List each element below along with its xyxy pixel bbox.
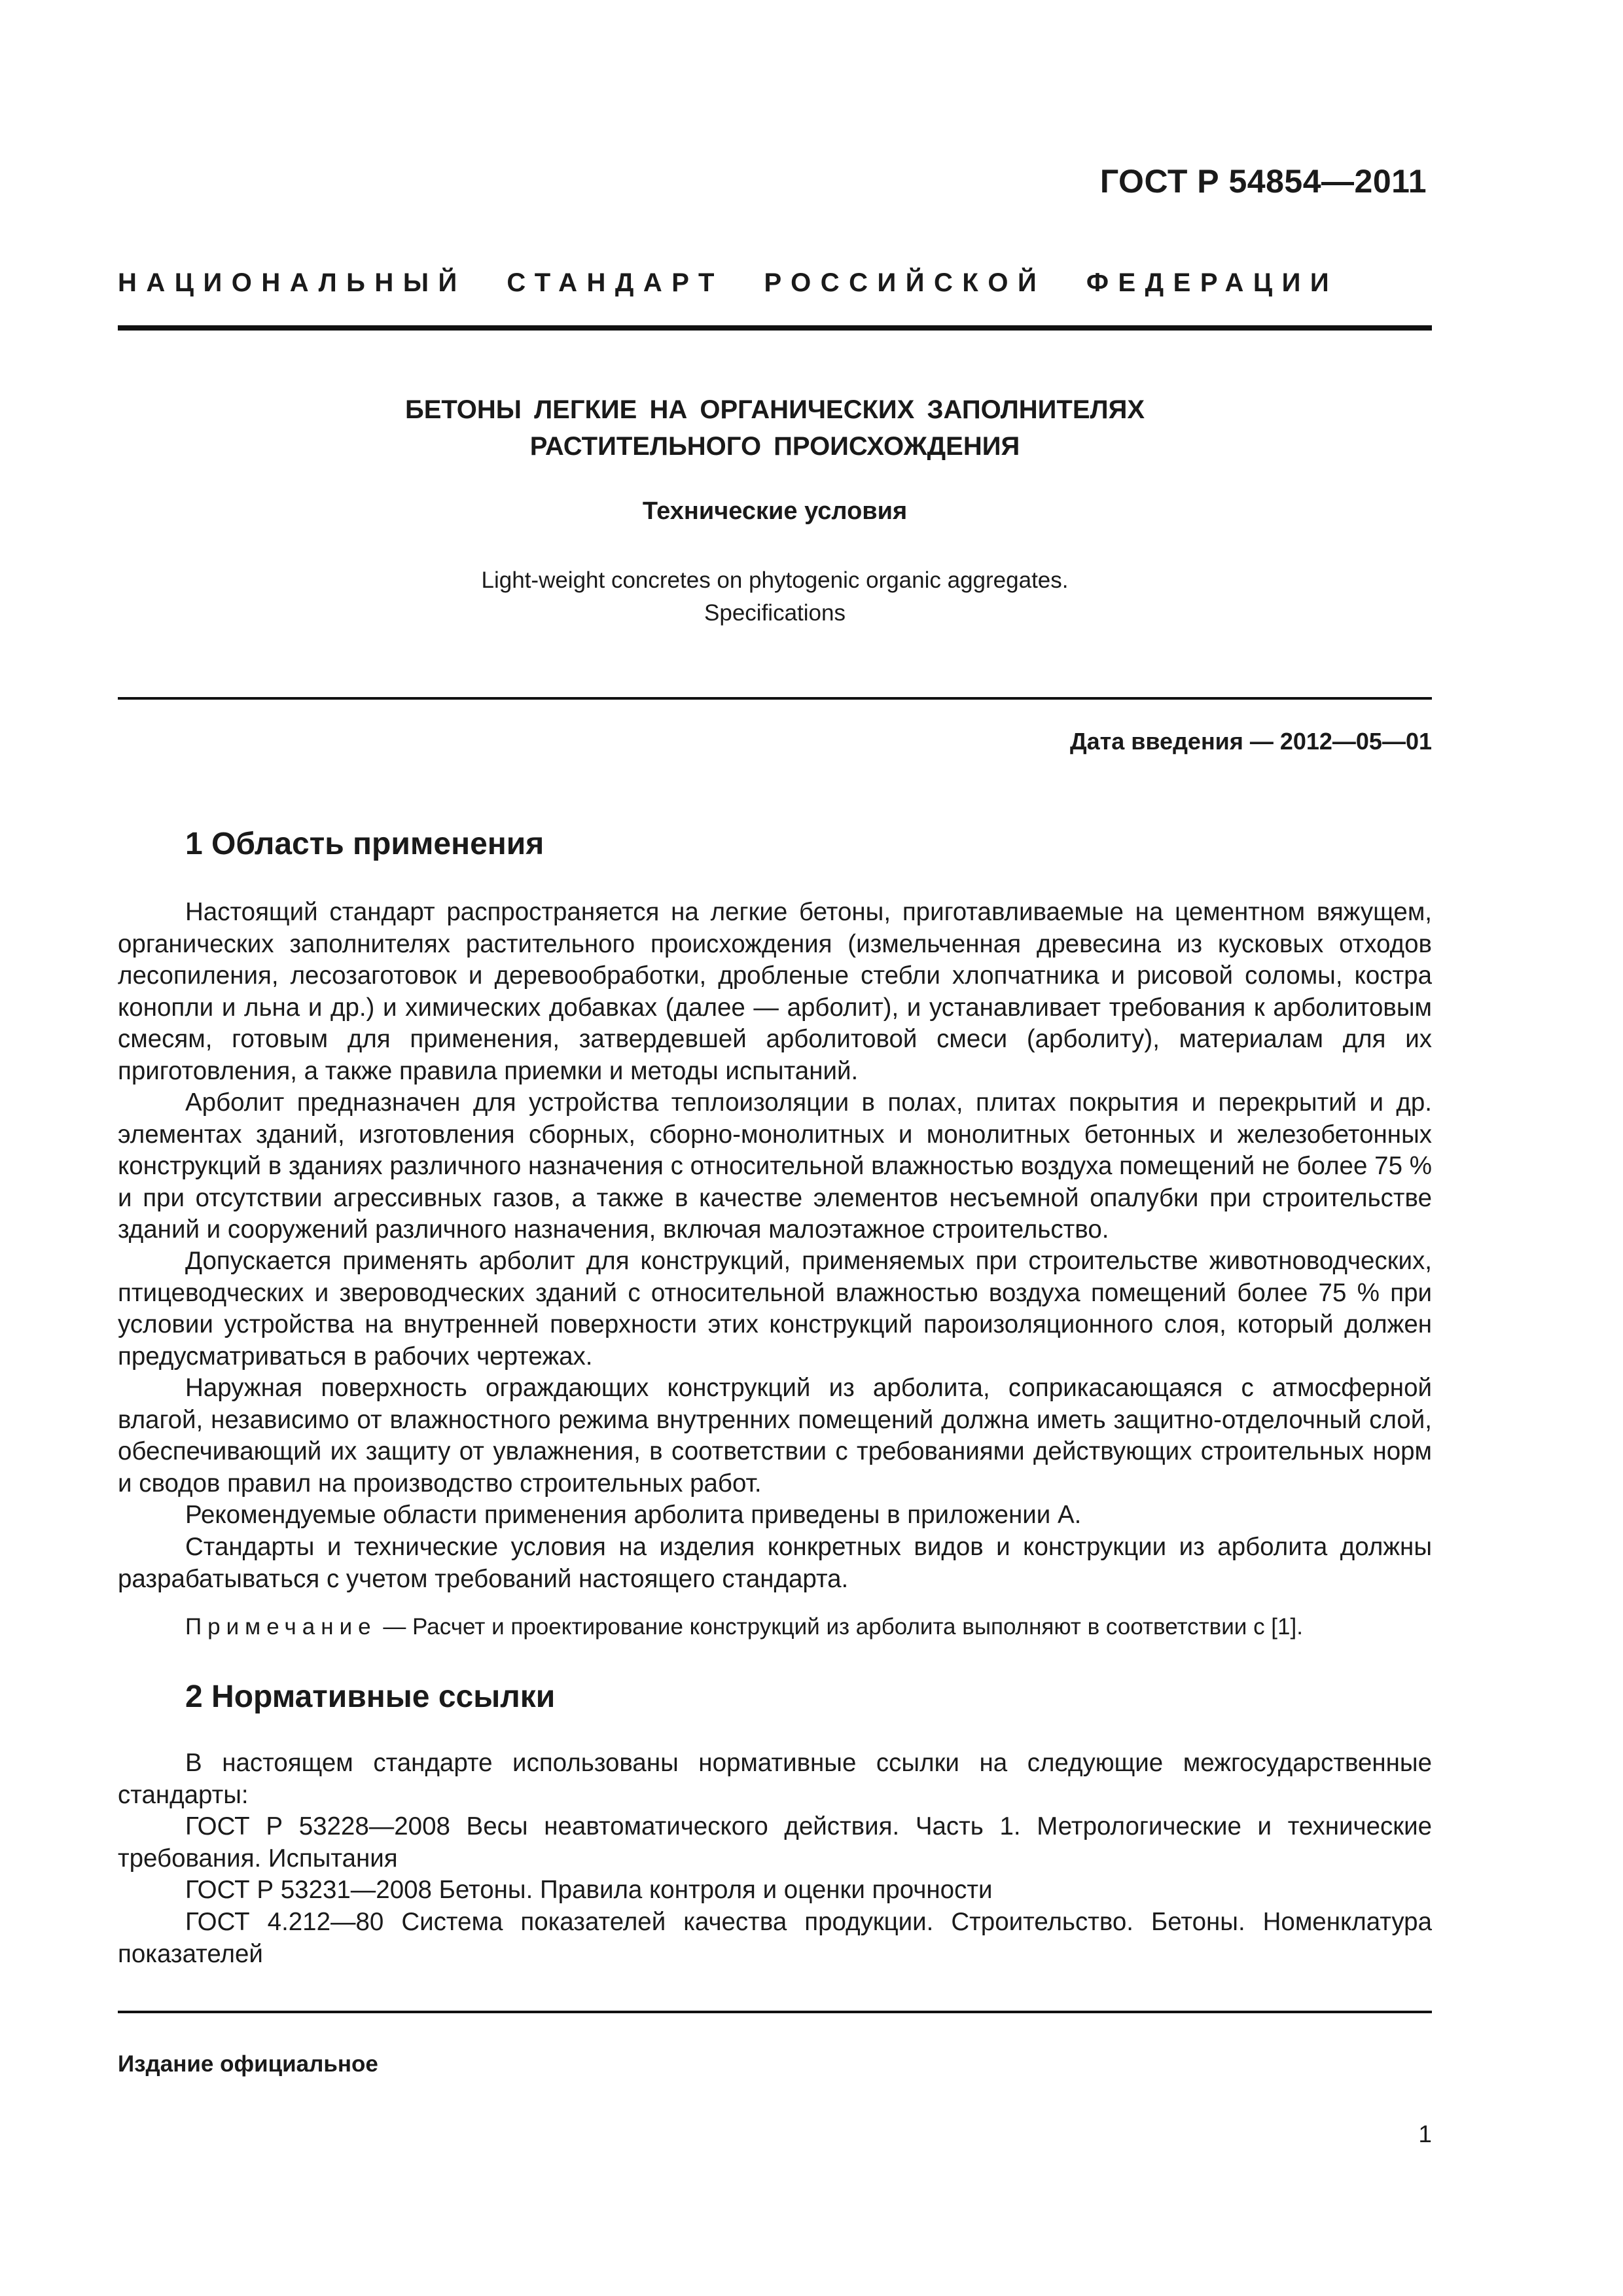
normative-reference: ГОСТ Р 53228—2008 Весы неавтоматического действия. Часть 1. Метрологические и технические требования. Испытания <box>118 1812 1432 1873</box>
section-2-paragraph: В настоящем стандарте использованы нормативные ссылки на следующие межгосударственные стандарты: <box>118 1749 1432 1809</box>
section-1-paragraph: Допускается применять арболит для конструкций, применяемых при строительстве животноводческих, птицеводческих и звероводческих зданий с относительной влажностью воздуха помещений более 75 % при условии устройства на внутренней поверхности этих конструкций пароизоляционного слоя, который должен предусматриваться в рабочих чертежах. <box>118 1247 1432 1371</box>
section-1-paragraph: Стандарты и технические условия на изделия конкретных видов и конструкции из арболита должны разрабатываться с учетом требований настоящего стандарта. <box>118 1533 1432 1593</box>
title-line-1: БЕТОНЫ ЛЕГКИЕ НА ОРГАНИЧЕСКИХ ЗАПОЛНИТЕЛЯХ <box>404 395 1145 424</box>
document-title <box>118 391 1432 465</box>
title-line-2: РАСТИТЕЛЬНОГО ПРОИСХОЖДЕНИЯ <box>529 432 1020 461</box>
page-number: 1 <box>1418 2121 1432 2147</box>
english-title-line-2: Specifications <box>704 600 846 626</box>
section-1-paragraph: Настоящий стандарт распространяется на легкие бетоны, приготавливаемые на цементном вяжущем, органических заполнителях растительного происхождения (измельченная древесина из кусковых отходов лесопиления, лесозаготовок и деревообработки, дробленые стебли хлопчатника и рисовой соломы, костра конопли и льна и др.) и химических добавках (далее — арболит), и устанавливает требования к арболитовым смесям, готовым для применения, затвердевшей арболитовой смеси (арболиту), материалам для их приготовления, а также правила приемки и методы испытаний. <box>118 898 1432 1085</box>
section-1-note <box>185 1611 1432 1643</box>
document-subtitle: Технические условия <box>642 497 908 525</box>
national-standard-banner: НАЦИОНАЛЬНЫЙ СТАНДАРТ РОССИЙСКОЙ ФЕДЕРАЦИИ <box>118 268 1339 297</box>
introduction-date: Дата введения — 2012—05—01 <box>1069 728 1432 755</box>
section-1-heading: 1 Область применения <box>185 827 544 861</box>
document-code: ГОСТ Р 54854—2011 <box>1099 163 1427 200</box>
official-edition-label: Издание официальное <box>118 2051 378 2077</box>
section-1-paragraph: Рекомендуемые области применения арболита приведены в приложении А. <box>185 1501 1082 1529</box>
section-2-heading: 2 Нормативные ссылки <box>185 1679 556 1714</box>
normative-reference: ГОСТ Р 53231—2008 Бетоны. Правила контроля и оценки прочности <box>185 1876 993 1904</box>
note-text: — Расчет и проектирование конструкций из арболита выполняют в соответствии с [1]. <box>376 1614 1303 1640</box>
english-title-line-1: Light-weight concretes on phytogenic organic aggregates. <box>481 567 1069 593</box>
footer-rule <box>118 2011 1432 2013</box>
note-label: Примечание <box>185 1614 377 1640</box>
normative-reference: ГОСТ 4.212—80 Система показателей качества продукции. Строительство. Бетоны. Номенклатура показателей <box>118 1908 1432 1968</box>
title-rule <box>118 697 1432 700</box>
english-title <box>118 564 1432 630</box>
header-rule <box>118 325 1432 331</box>
section-1-paragraph: Арболит предназначен для устройства теплоизоляции в полах, плитах покрытия и перекрытий и др. элементах зданий, изготовления сборных, сборно-монолитных и монолитных бетонных и железобетонных конструкций в зданиях различного назначения с относительной влажностью воздуха помещений не более 75 % и при отсутствии агрессивных газов, а также в качестве элементов несъемной опалубки при строительстве зданий и сооружений различного назначения, включая малоэтажное строительство. <box>118 1088 1432 1244</box>
section-1-paragraph: Наружная поверхность ограждающих конструкций из арболита, соприкасающаяся с атмосферной влагой, независимо от влажностного режима внутренних помещений должна иметь защитно-отделочный слой, обеспечивающий их защиту от увлажнения, в соответствии с требованиями действующих строительных норм и сводов правил на производство строительных работ. <box>118 1374 1432 1498</box>
